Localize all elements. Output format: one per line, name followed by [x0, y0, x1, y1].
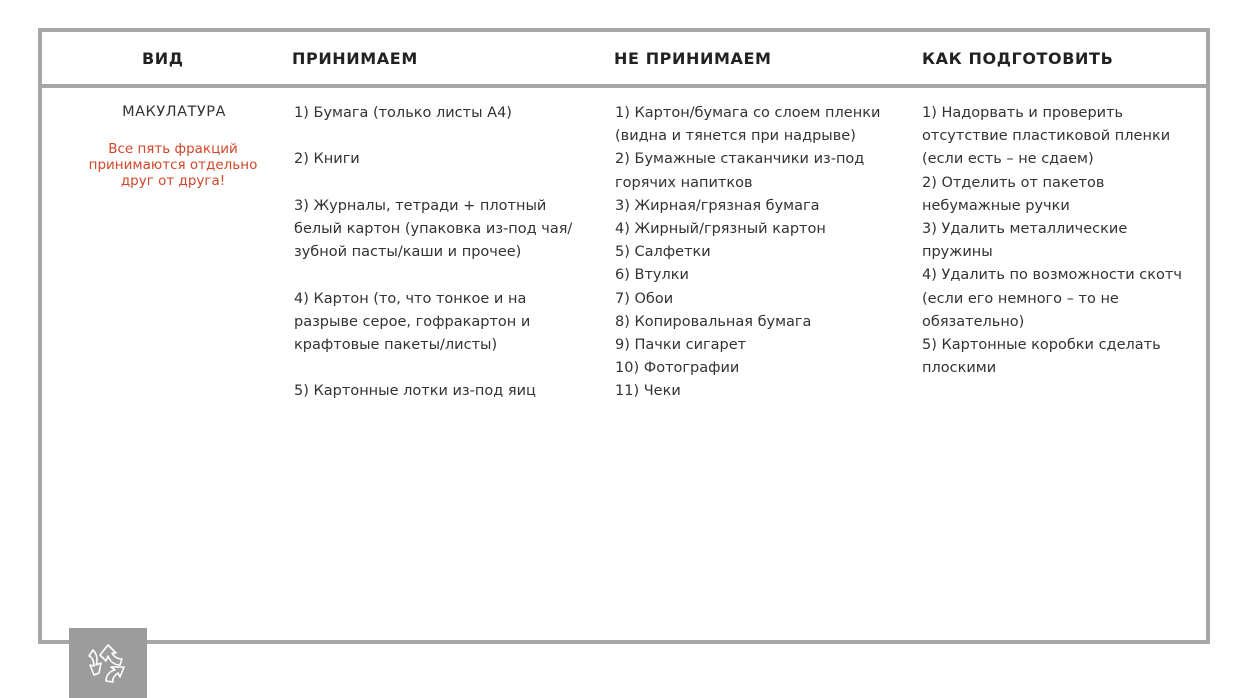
- not-accepted-item: 9) Пачки сигарет: [615, 337, 747, 354]
- accepted-item: 2) Книги: [294, 151, 360, 168]
- not-accepted-item: 10) Фотографии: [615, 360, 740, 377]
- prepare-item: 2) Отделить от пакетов небумажные ручки: [922, 174, 1105, 214]
- not-accepted-item: 5) Салфетки: [615, 244, 711, 261]
- header-not-accepted: НЕ ПРИНИМАЕМ: [614, 49, 772, 68]
- recycle-icon: [86, 641, 130, 685]
- logo: [69, 628, 147, 698]
- header-prepare: КАК ПОДГОТОВИТЬ: [922, 49, 1114, 68]
- not-accepted-item: 2) Бумажные стаканчики из-под горячих напитков: [615, 151, 865, 191]
- not-accepted-item: 7) Обои: [615, 290, 674, 307]
- material-note: Все пять фракций принимаются отдельно друг от друга!: [88, 141, 258, 189]
- prepare-column: [922, 102, 1202, 380]
- not-accepted-item: 3) Жирная/грязная бумага: [615, 197, 820, 214]
- prepare-item: 4) Удалить по возможности скотч (если его немного – то не обязательно): [922, 267, 1182, 330]
- accepted-column: [294, 102, 584, 427]
- not-accepted-item: 1) Картон/бумага со слоем пленки (видна и тянется при надрыве): [615, 105, 881, 145]
- not-accepted-item: 4) Жирный/грязный картон: [615, 221, 826, 238]
- not-accepted-item: 8) Копировальная бумага: [615, 313, 812, 330]
- not-accepted-item: 11) Чеки: [615, 383, 681, 400]
- material-type-title: МАКУЛАТУРА: [122, 104, 226, 120]
- not-accepted-item: 6) Втулки: [615, 267, 689, 284]
- accepted-item: 4) Картон (то, что тонкое и на разрыве серое, гофракартон и крафтовые пакеты/листы): [294, 290, 531, 353]
- table-frame: [38, 28, 1210, 644]
- accepted-item: 1) Бумага (только листы А4): [294, 105, 512, 121]
- accepted-item: 3) Журналы, тетради + плотный белый картон (упаковка из-под чая/зубной пасты/каши и прочее): [294, 197, 573, 261]
- prepare-item: 1) Надорвать и проверить отсутствие пластиковой пленки (если есть – не сдаем): [922, 105, 1171, 168]
- not-accepted-column: [615, 102, 885, 404]
- header-vid: ВИД: [142, 49, 184, 68]
- prepare-item: 3) Удалить металлические пружины: [922, 221, 1128, 261]
- prepare-item: 5) Картонные коробки сделать плоскими: [922, 337, 1161, 377]
- table-header: [42, 32, 1206, 88]
- header-accepted: ПРИНИМАЕМ: [292, 49, 418, 68]
- accepted-item: 5) Картонные лотки из-под яиц: [294, 383, 536, 400]
